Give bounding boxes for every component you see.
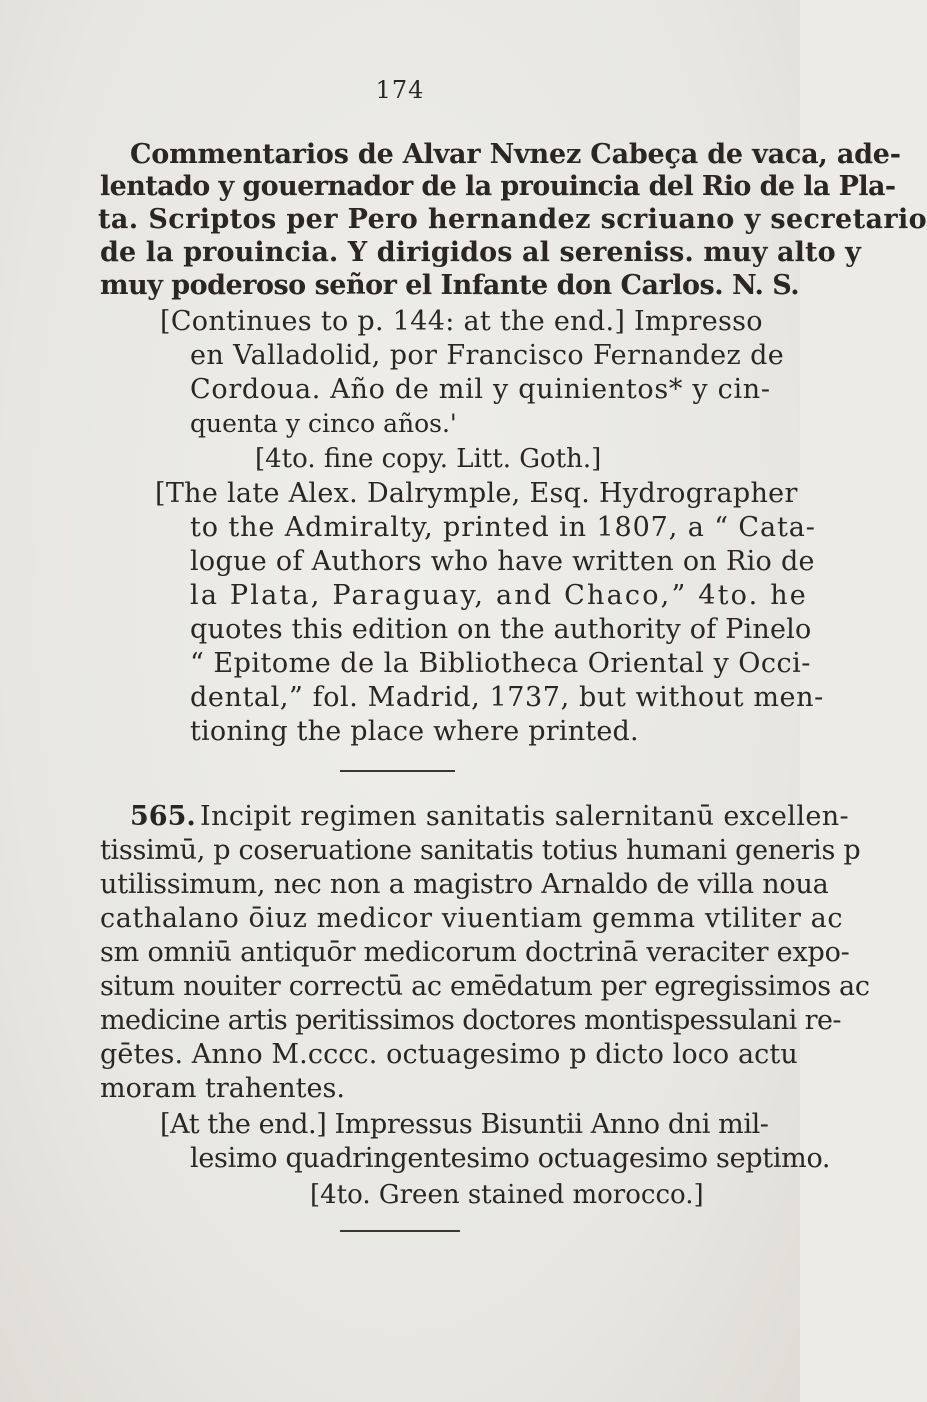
entry-565-colophon-line: lesimo quadringentesimo octuagesimo septimo. [190, 1143, 831, 1174]
entry-564-footnote-line: “ Epitome de la Bibliotheca Oriental y Occi- [190, 648, 811, 679]
entry-565-title-line: medicine artis peritissimos doctores montispessulani re- [100, 1005, 841, 1036]
entry-565-title-line: Incipit regimen sanitatis salernitanū excellen- [200, 801, 850, 832]
entry-564-title-line: de la prouincia. Y dirigidos al sereniss. muy alto y [100, 237, 861, 268]
section-divider [340, 770, 455, 772]
entry-565-colophon-line: [At the end.] Impressus Bisuntii Anno dni mil- [160, 1109, 769, 1140]
entry-564-copy-note: [4to. fine copy. Litt. Goth.] [255, 444, 602, 474]
entry-564-title-line: muy poderoso señor el Infante don Carlos. N. S. [100, 270, 800, 301]
entry-565-title-line: situm nouiter correctū ac emēdatum per egregissimos ac [100, 971, 870, 1002]
entry-565-title-line: utilissimum, nec non a magistro Arnaldo de villa noua [100, 869, 829, 900]
entry-565-title-line: sm omniū antiquōr medicorum doctrinā veraciter expo- [100, 937, 850, 968]
entry-564-footnote-line: [The late Alex. Dalrymple, Esq. Hydrographer [155, 478, 798, 509]
entry-565-title-line: gētes. Anno M.cccc. octuagesimo p dicto loco actu [100, 1039, 798, 1070]
entry-564-continuation-line: quenta y cinco años.' [190, 409, 457, 438]
entry-564-footnote-line: to the Admiralty, printed in 1807, a “ Cata- [190, 512, 816, 543]
entry-564-footnote-line: dental,” fol. Madrid, 1737, but without men- [190, 682, 824, 713]
entry-565-number: 565. [130, 801, 196, 832]
entry-564-footnote-line: quotes this edition on the authority of Pinelo [190, 614, 812, 645]
entry-564-title-line: Commentarios de Alvar Nvnez Cabeça de vaca, ade- [130, 139, 901, 170]
entry-564-footnote-line: logue of Authors who have written on Rio de [190, 546, 815, 577]
entry-564-footnote-line: la Plata, Paraguay, and Chaco,” 4to. he [190, 580, 808, 611]
section-divider [340, 1230, 460, 1232]
entry-564-title-line: lentado y gouernador de la prouincia del Rio de la Pla- [100, 171, 896, 202]
entry-565-copy-note: [4to. Green stained morocco.] [310, 1180, 704, 1210]
entry-564-continuation-line: [Continues to p. 144: at the end.] Impresso [160, 306, 763, 337]
page-number: 174 [375, 76, 425, 104]
entry-565-title-line: tissimū, p coseruatione sanitatis totius humani generis p [100, 835, 861, 866]
entry-564-continuation-line: en Valladolid, por Francisco Fernandez de [190, 340, 785, 371]
entry-564-footnote-line: tioning the place where printed. [190, 716, 639, 747]
entry-564-continuation-line: Cordoua. Año de mil y quinientos* y cin- [190, 374, 771, 405]
entry-565-title-line: moram trahentes. [100, 1073, 345, 1104]
entry-564-title-line: ta. Scriptos per Pero hernandez scriuano y secretario [98, 204, 927, 235]
entry-565-title-line: cathalano ōiuz medicor viuentiam gemma vtiliter ac [100, 903, 844, 934]
